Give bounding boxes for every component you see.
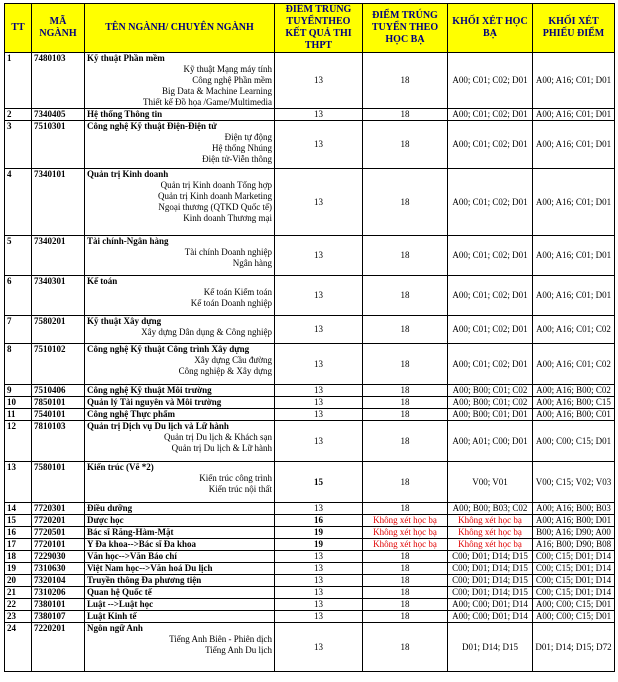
row-diem-thpt: 13 [275,316,363,344]
row-tt: 2 [5,109,32,121]
row-khoi-hocba: A00; B00; C01; C02 [448,385,533,397]
row-diem-thpt: 13 [275,385,363,397]
row-diem-hocba: Không xét học bạ [363,515,448,527]
row-ten-nganh [85,551,275,563]
row-diem-thpt: 13 [275,503,363,515]
row-khoi-hocba: C00; D01; D14; D15 [448,587,533,599]
row-diem-thpt: 13 [275,587,363,599]
row-diem-hocba: 18 [363,421,448,462]
row-khoi-phieu: A00; A16; C01; D01 [533,109,615,121]
row-tt: 14 [5,503,32,515]
row-ma-nganh: 7810103 [32,421,85,462]
table-row [5,563,615,575]
row-diem-hocba: 18 [363,236,448,276]
row-ma-nganh: 7510102 [32,344,85,385]
specialization-name: Tiếng Anh Biên - Phiên dịch [169,634,272,644]
row-diem-thpt: 13 [275,53,363,109]
row-khoi-hocba: C00; D01; D14; D15 [448,551,533,563]
row-ten-nganh [85,587,275,599]
row-khoi-phieu: C00; C15; D01; D14 [533,587,615,599]
table-row [5,599,615,611]
row-ma-nganh: 7310630 [32,563,85,575]
row-diem-thpt: 19 [275,527,363,539]
specialization-name: Xây dựng Cầu đường [194,355,272,365]
row-khoi-phieu: A00; A16; B00; C15 [533,397,615,409]
row-tt: 18 [5,551,32,563]
major-name: Dược học [87,515,124,525]
row-ma-nganh: 7720201 [32,515,85,527]
row-diem-hocba: 18 [363,53,448,109]
row-ma-nganh: 7720101 [32,539,85,551]
major-name: Quản trị Kinh doanh [87,169,169,179]
row-ma-nganh: 7340301 [32,276,85,316]
table-row [5,527,615,539]
row-diem-hocba: 18 [363,109,448,121]
row-khoi-phieu: A00; A16; C01; D01 [533,169,615,236]
row-diem-thpt: 13 [275,121,363,169]
row-ten-nganh [85,421,275,462]
row-tt: 8 [5,344,32,385]
table-row [5,503,615,515]
specialization-name: Xây dựng Dân dụng & Công nghiệp [141,327,272,337]
admission-scores-table [4,3,615,672]
row-tt: 20 [5,575,32,587]
row-ma-nganh: 7510406 [32,385,85,397]
row-khoi-hocba: A00; C01; C02; D01 [448,53,533,109]
row-khoi-hocba: C00; D01; D14; D15 [448,575,533,587]
table-row [5,539,615,551]
table-row [5,121,615,169]
row-diem-thpt: 13 [275,344,363,385]
row-khoi-hocba: C00; D01; D14; D15 [448,563,533,575]
row-ma-nganh: 7229030 [32,551,85,563]
row-ma-nganh: 7340405 [32,109,85,121]
row-khoi-phieu: A00; A16; C01; D01 [533,276,615,316]
specialization-name: Tài chính Doanh nghiệp [184,247,272,257]
row-ten-nganh [85,344,275,385]
major-name: Y Đa khoa-->Bác sĩ Đa khoa [87,539,197,549]
row-khoi-hocba: A00; B00; B03; C02 [448,503,533,515]
header-khoi-hocba: KHỐI XÉT HỌC BẠ [448,4,533,53]
row-khoi-phieu: A00; A16; C01; C02 [533,316,615,344]
major-name: Công nghệ Kỹ thuật Điện-Điện tử [87,121,217,131]
row-diem-hocba: 18 [363,563,448,575]
row-ten-nganh [85,503,275,515]
table-row [5,316,615,344]
row-khoi-hocba: A00; C01; C02; D01 [448,236,533,276]
row-khoi-phieu: A00; A16; C01; D01 [533,121,615,169]
major-name: Văn học-->Văn Báo chí [87,551,177,561]
row-diem-thpt: 13 [275,563,363,575]
row-ten-nganh [85,236,275,276]
specialization-name: Ngân hàng [232,258,272,268]
row-diem-hocba: 18 [363,316,448,344]
table-row [5,462,615,503]
row-ma-nganh: 7580201 [32,316,85,344]
header-khoi-phieu: KHỐI XÉT PHIẾU ĐIỂM [533,4,615,53]
row-khoi-hocba: A00; C01; C02; D01 [448,316,533,344]
specialization-name: Kế toán Kiểm toán [203,287,272,297]
table-row [5,53,615,109]
row-diem-thpt: 13 [275,623,363,672]
row-khoi-phieu: A00; C00; C15; D01 [533,611,615,623]
major-name: Quản trị Dịch vụ Du lịch và Lữ hành [87,421,229,431]
row-khoi-phieu: A00; A16; B00; C01 [533,409,615,421]
row-tt: 17 [5,539,32,551]
row-diem-hocba: 18 [363,575,448,587]
row-khoi-phieu: A00; A16; B00; C02 [533,385,615,397]
header-ma-nganh: MÃ NGÀNH [32,4,85,53]
row-khoi-hocba: A00; C01; C02; D01 [448,109,533,121]
row-ten-nganh [85,169,275,236]
table-row [5,385,615,397]
major-name: Bác sĩ Răng-Hàm-Mặt [87,527,174,537]
row-tt: 6 [5,276,32,316]
row-diem-hocba: 18 [363,121,448,169]
specialization-name: Kiến trúc công trình [199,473,272,483]
row-tt: 7 [5,316,32,344]
table-row [5,276,615,316]
row-ma-nganh: 7720301 [32,503,85,515]
row-diem-hocba: 18 [363,397,448,409]
row-ten-nganh [85,539,275,551]
row-khoi-phieu: C00; C15; D01; D14 [533,551,615,563]
row-tt: 21 [5,587,32,599]
row-ten-nganh [85,385,275,397]
row-tt: 24 [5,623,32,672]
specialization-name: Công nghiệp & Xây dựng [178,366,272,376]
row-tt: 13 [5,462,32,503]
row-ma-nganh: 7720501 [32,527,85,539]
row-ma-nganh: 7340101 [32,169,85,236]
row-khoi-hocba: A00; B00; C01; C02 [448,397,533,409]
row-khoi-phieu: D01; D14; D15; D72 [533,623,615,672]
row-diem-thpt: 13 [275,551,363,563]
row-diem-thpt: 13 [275,236,363,276]
table-row [5,515,615,527]
header-diem-thpt: ĐIỂM TRÚNG TUYỂNTHEO KẾT QUẢ THI THPT [275,4,363,53]
row-ma-nganh: 7310206 [32,587,85,599]
row-ten-nganh [85,316,275,344]
row-diem-thpt: 13 [275,575,363,587]
major-name: Hệ thống Thông tin [87,109,163,119]
row-khoi-phieu: A00; A16; B00; B03 [533,503,615,515]
row-ma-nganh: 7380107 [32,611,85,623]
row-diem-thpt: 13 [275,599,363,611]
row-ten-nganh [85,599,275,611]
row-ten-nganh [85,515,275,527]
row-tt: 12 [5,421,32,462]
row-khoi-hocba: A00; C00; D01; D14 [448,611,533,623]
major-name: Công nghệ Kỹ thuật Công trình Xây dựng [87,344,250,354]
header-diem-hocba: ĐIỂM TRÚNG TUYỂN THEO HỌC BẠ [363,4,448,53]
major-name: Ngôn ngữ Anh [87,623,143,633]
row-diem-thpt: 15 [275,462,363,503]
specialization-name: Quản trị Kinh doanh Tổng hợp [160,180,272,190]
row-khoi-phieu: C00; C15; D01; D14 [533,563,615,575]
row-khoi-hocba: V00; V01 [448,462,533,503]
row-ten-nganh [85,409,275,421]
major-name: Luật Kinh tế [87,611,137,621]
row-tt: 22 [5,599,32,611]
major-name: Kỹ thuật Phần mềm [87,53,165,63]
row-tt: 5 [5,236,32,276]
major-name: Kiến trúc (Vẽ *2) [87,462,154,472]
major-name: Công nghệ Kỹ thuật Môi trường [87,385,212,395]
row-diem-hocba: 18 [363,462,448,503]
table-row [5,421,615,462]
row-ten-nganh [85,53,275,109]
row-ten-nganh [85,563,275,575]
table-row [5,236,615,276]
row-ten-nganh [85,611,275,623]
row-diem-thpt: 19 [275,539,363,551]
row-khoi-hocba: A00; C01; C02; D01 [448,276,533,316]
row-diem-hocba: 18 [363,623,448,672]
row-ten-nganh [85,109,275,121]
row-tt: 19 [5,563,32,575]
row-khoi-phieu: A16; B00; D90; B08 [533,539,615,551]
row-khoi-hocba: Không xét học bạ [448,539,533,551]
row-khoi-phieu: V00; C15; V02; V03 [533,462,615,503]
row-ma-nganh: 7480103 [32,53,85,109]
row-khoi-hocba: A00; C01; C02; D01 [448,344,533,385]
row-diem-thpt: 13 [275,276,363,316]
specialization-name: Big Data & Machine Learning [162,86,272,96]
major-name: Truyền thông Đa phương tiện [87,575,202,585]
row-ma-nganh: 7540101 [32,409,85,421]
row-ten-nganh [85,575,275,587]
table-row [5,587,615,599]
major-name: Điều dưỡng [87,503,133,513]
table-row [5,611,615,623]
row-diem-thpt: 13 [275,109,363,121]
row-diem-thpt: 13 [275,421,363,462]
table-row [5,623,615,672]
specialization-name: Kế toán Doanh nghiệp [190,298,272,308]
table-row [5,109,615,121]
row-diem-hocba: 18 [363,385,448,397]
row-diem-hocba: 18 [363,611,448,623]
row-khoi-phieu: B00; A16; D90; A00 [533,527,615,539]
row-khoi-hocba: A00; C01; C02; D01 [448,121,533,169]
row-ten-nganh [85,623,275,672]
row-ma-nganh: 7220201 [32,623,85,672]
row-khoi-hocba: Không xét học bạ [448,515,533,527]
table-row [5,344,615,385]
header-tt: TT [5,4,32,53]
row-tt: 10 [5,397,32,409]
specialization-name: Quản trị Du lịch & Khách sạn [164,432,272,442]
row-diem-hocba: Không xét học bạ [363,539,448,551]
specialization-name: Hệ thống Nhúng [212,143,272,153]
row-khoi-hocba: A00; C00; D01; D14 [448,599,533,611]
major-name: Tài chính-Ngân hàng [87,236,169,246]
major-name: Quản lý Tài nguyên và Môi trường [87,397,222,407]
row-ma-nganh: 7850101 [32,397,85,409]
row-tt: 16 [5,527,32,539]
row-diem-hocba: 18 [363,587,448,599]
admission-table-container [4,3,615,672]
specialization-name: Quản trị Du lịch & Lữ hành [171,443,272,453]
specialization-name: Quản trị Kinh doanh Marketing [158,191,272,201]
table-row [5,575,615,587]
specialization-name: Thiết kế Đồ họa /Game/Multimedia [143,97,272,107]
table-body [5,53,615,672]
row-ten-nganh [85,121,275,169]
specialization-name: Công nghệ Phần mềm [192,75,272,85]
table-row [5,397,615,409]
row-khoi-phieu: A00; A16; C01; D01 [533,53,615,109]
table-row [5,409,615,421]
row-diem-thpt: 16 [275,515,363,527]
table-row [5,169,615,236]
row-tt: 4 [5,169,32,236]
row-khoi-phieu: C00; C15; D01; D14 [533,575,615,587]
specialization-name: Kinh doanh Thương mại [183,213,272,223]
row-tt: 15 [5,515,32,527]
major-name: Kế toán [87,276,118,286]
specialization-name: Kỹ thuật Mạng máy tính [183,64,272,74]
row-diem-hocba: 18 [363,409,448,421]
row-ten-nganh [85,397,275,409]
specialization-name: Ngoại thương (QTKD Quốc tế) [158,202,272,212]
specialization-name: Điện tự động [224,132,272,142]
row-ma-nganh: 7380101 [32,599,85,611]
row-diem-thpt: 13 [275,611,363,623]
row-khoi-phieu: A00; C00; C15; D01 [533,599,615,611]
header-ten-nganh: TÊN NGÀNH/ CHUYÊN NGÀNH [85,4,275,53]
row-diem-hocba: 18 [363,551,448,563]
row-khoi-phieu: A00; A16; C01; D01 [533,236,615,276]
major-name: Quan hệ Quốc tế [87,587,152,597]
row-ma-nganh: 7320104 [32,575,85,587]
row-khoi-hocba: Không xét học bạ [448,527,533,539]
row-khoi-phieu: A00; A16; B00; D01 [533,515,615,527]
row-ma-nganh: 7510301 [32,121,85,169]
row-diem-thpt: 13 [275,409,363,421]
row-khoi-phieu: A00; A16; C01; C02 [533,344,615,385]
row-diem-hocba: 18 [363,276,448,316]
row-tt: 23 [5,611,32,623]
row-tt: 1 [5,53,32,109]
major-name: Luật -->Luật học [87,599,154,609]
row-diem-thpt: 13 [275,397,363,409]
specialization-name: Điện tử-Viễn thông [202,154,272,164]
row-diem-hocba: 18 [363,344,448,385]
row-khoi-hocba: D01; D14; D15 [448,623,533,672]
row-khoi-hocba: A00; A01; C00; D01 [448,421,533,462]
row-diem-hocba: 18 [363,599,448,611]
row-ten-nganh [85,462,275,503]
row-tt: 3 [5,121,32,169]
row-ma-nganh: 7580101 [32,462,85,503]
row-khoi-hocba: A00; C01; C02; D01 [448,169,533,236]
row-ma-nganh: 7340201 [32,236,85,276]
specialization-name: Kiến trúc nội thất [208,484,272,494]
row-tt: 11 [5,409,32,421]
row-diem-hocba: 18 [363,169,448,236]
row-khoi-hocba: A00; B00; C01; D01 [448,409,533,421]
row-diem-hocba: 18 [363,503,448,515]
table-row [5,551,615,563]
row-diem-hocba: Không xét học bạ [363,527,448,539]
specialization-name: Tiếng Anh Du lịch [205,645,272,655]
row-khoi-phieu: A00; C00; C15; D01 [533,421,615,462]
major-name: Việt Nam học-->Văn hoá Du lịch [87,563,213,573]
table-header-row [5,4,615,53]
row-diem-thpt: 13 [275,169,363,236]
row-tt: 9 [5,385,32,397]
row-ten-nganh [85,276,275,316]
row-ten-nganh [85,527,275,539]
major-name: Kỹ thuật Xây dựng [87,316,162,326]
major-name: Công nghệ Thực phẩm [87,409,176,419]
